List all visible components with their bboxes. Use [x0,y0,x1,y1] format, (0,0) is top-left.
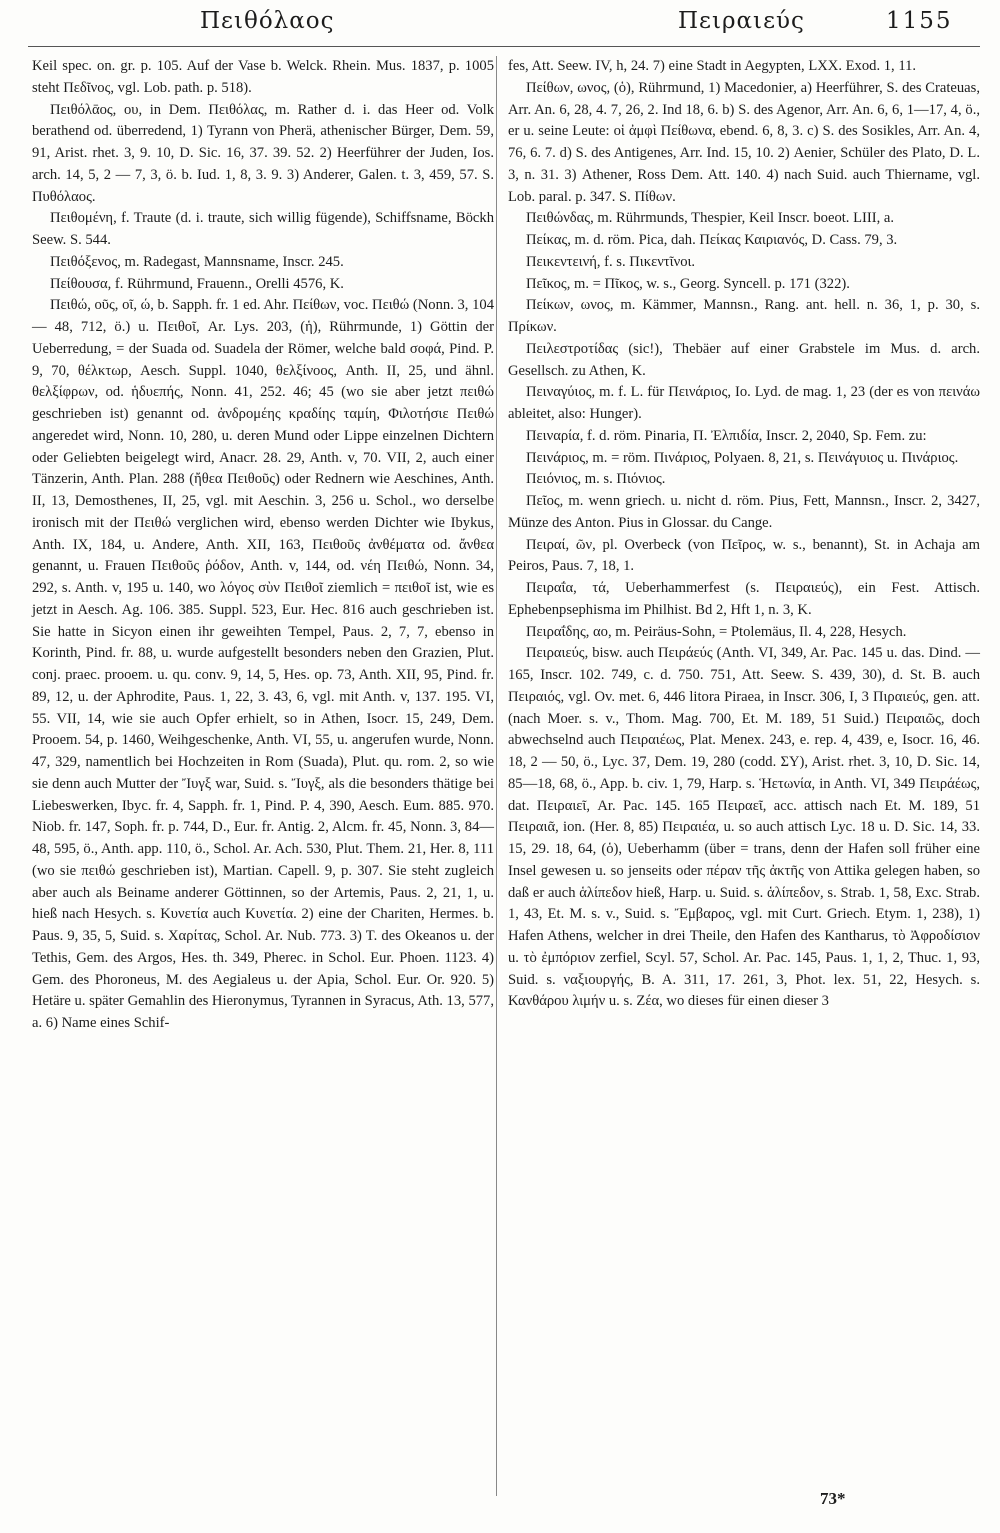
entry-paragraph: Πειραΐδης, αο, m. Peiräus-Sohn, = Ptolemäus, Il. 4, 228, Hesych. [526,623,907,640]
entry-paragraph: Πειναρία, f. d. röm. Pinaria, Π. Ἐλπιδία, Inscr. 2, 2040, Sp. Fem. zu: [526,427,927,444]
entry-paragraph: Πειναγύιος, m. f. L. für Πεινάριος, Io. Lyd. de mag. 1, 23 (der es von πεινάω ableitet, also: Hunger). [508,384,980,422]
entry-paragraph: Πειλεστροτίδας (sic!), Thebäer auf einer Grabstele im Mus. d. arch. Gesellsch. zu Athen, K. [508,340,980,379]
entry-paragraph: Πεινάριος, m. = röm. Πινάριος, Polyaen. 8, 21, s. Πεινάγυιος u. Πινάριος. [526,449,959,466]
right-column [508,56,980,1013]
entry-paragraph: Πειόνιος, m. s. Πιόνιος. [526,471,666,488]
signature-mark: 73* [820,1489,846,1508]
entry-paragraph: Πεῖος, m. wenn griech. u. nicht d. röm. Pius, Fett, Mannsn., Inscr. 2, 3427, Münze des Anton. Pius in Glossar. du Cange. [508,493,980,531]
entry-paragraph: Πείθουσα, f. Rührmund, Frauenn., Orelli 4576, K. [50,275,344,292]
entry-paragraph: Πείκων, ωνος, m. Kämmer, Mannsn., Rang. ant. hell. n. 36, 1, p. 30, s. Πρίκων. [508,297,980,335]
entry-paragraph: Πεῖκος, m. = Πῖκος, w. s., Georg. Syncell. p. 171 (322). [526,275,850,292]
entry-paragraph: Πειραί, ῶν, pl. Overbeck (von Πεῖρος, w. s., benannt), St. in Achaja am Peiros, Paus. 7, 18, 1. [508,536,980,575]
entry-paragraph: Πειραιεύς, bisw. auch Πειράεύς (Anth. VI, 349, Ar. Pac. 145 u. das. Dind. —165, Inscr. 102. 749, c. d. 750. 751, Att. Seew. S. 439, 30), d. St. B. auch Πειραιός, vgl. Ov. met. 6, 446 litora Piraea, in Inscr. 306, I, 3 Πιραιεύς, gen. att. (nach Moer. s. v., Thom. Mag. 700, Et. M. 189, 51 Suid.) Πειραιῶς, doch abwechselnd auch Πειραιέως, Plat. Menex. 243, e. rep. 4, 439, e, Isocr. 16, 46. 18, 2 — 50, ö., Lyc. 37, Dem. 19, 280 (codd. ΣΥ), Arist. rhet. 3, 10, D. Sic. 14, 85—18, 68, ö., App. b. civ. 1, 79, Harp. s. Ἡετωνία, in Anth. VI, 349 Πειράέως, dat. Πειραιεῖ, Ar. Pac. 145. 165 Πειραεῖ, acc. attisch nach Et. M. 189, 51 Πειραιᾶ, ion. (Her. 8, 85) Πειραιέα, u. so auch attisch Lyc. 18 u. D. Sic. 14, 33. 15, 29. 18, 64, (ὁ), Ueberhamm (über = trans, denn der Hafen soll früher eine Insel gewesen u. so jenseits oder πέραν τῆς ἀκτῆς von Attika gelegen haben, so daß er auch ἁλίπεδον hieß, Harp. u. Suid. s. ἁλίπεδον, s. Strab. 1, 58, Exc. Strab. 1, 43, Et. M. s. v., Suid. s. Ἔμβαρος, vgl. mit Curt. Griech. Etym. 1, 238), 1) Hafen Athens, welcher in drei Theile, den Hafen des Kantharus, τὸ Ἀφροδίσιον u. τὸ ἐμπόριον zerfiel, Scyl. 57, Schol. Ar. Pac. 145, Paus. 1, 1, 2, Thuc. 1, 93, Suid. s. ναξιουργής, B. A. 311, 17. 261, 3, Phot. lex. 51, 22, Hesych. s. Κανθάρου λιμήν u. s. Ζέα, wo dieses für einen dieser 3 [508,645,980,1010]
entry-paragraph: Πεικεντεινή, f. s. Πικεντῖνοι. [526,253,696,270]
page-number: 1155 [886,8,953,34]
entry-paragraph: Πείθων, ωνος, (ὁ), Rührmund, 1) Macedonier, a) Heerführer, S. des Crateuas, Arr. An. 6, 28, 4. 7, 26, 2. Ind 18, 6. b) S. des Agenor, Arr. An. 6, 6, 1—17, 4, ö., er u. seine Leute: οἱ ἀμφὶ Πείθωνα, ebend. 6, 8, 3. c) S. des Sosikles, Arr. An. 4, 76, 6. 7. d) S. des Antigenes, Arr. Ind. 15, 10. 2) Aenier, Schüler des Plato, D. L. 3, n. 31. 3) Athener, Ross Dem. Att. 140. 4) nach Suid. auch Thiername, vgl. Lob. paral. p. 347. S. Πίθων. [508,79,980,205]
entry-paragraph: fes, Att. Seew. IV, h, 24. 7) eine Stadt in Aegypten, LXX. Exod. 1, 11. [508,58,917,74]
entry-paragraph: Πειραΐα, τά, Ueberhammerfest (s. Πειραιεύς), ein Fest. Attisch. Ephebenpsephisma im Philhist. Bd 2, Hft 1, n. 3, K. [508,580,980,618]
column-divider [496,56,497,1496]
entry-paragraph: Πειθόλᾱος, ου, in Dem. Πειθόλας, m. Rather d. i. das Heer od. Volk berathend od. überredend, 1) Tyrann von Pherä, athenischer Bürger, Dem. 59, 91, Arist. rhet. 3, 9. 10, D. Sic. 16, 37. 39. 52. 2) Heerführer der Juden, Ios. arch. 14, 5, 2 — 7, 3, ö. b. Iud. 1, 8, 3. 9. 3) Anderer, Galen. t. 3, 459, 57. S. Πυθόλαος. [32,101,494,205]
entry-paragraph: Πείκας, m. d. röm. Pica, dah. Πείκας Καιριανός, D. Cass. 79, 3. [526,232,898,248]
entry-paragraph: Πειθώ, οῦς, οῖ, ώ, b. Sapph. fr. 1 ed. Ahr. Πείθων, voc. Πειθώ (Nonn. 3, 104 — 48, 712, ö.) u. Πειθοῖ, Ar. Lys. 203, (ἡ), Rührmunde, 1) Göttin der Ueberredung, = der Suada od. Suadela der Römer, welche bald σοφά, Pind. P. 9, 70, θέλκτωρ, Aesch. Suppl. 1040, θελξίνοος, Anth. II, 25, und ähnl. θελξίφρων, od. ἡδυεπής, Nonn. 41, 252. 46; 45 (wo sie aber jetzt πειθώ geschrieben ist) genannt od. ἀνδρομέης κραδίης ταμίη, Φιλοτήσιε Πειθώ angeredet wird, Nonn. 10, 280, u. deren Mund oder Lippe einzelnen Dichtern oder Geliebten beigelegt wird, Anacr. 28. 29, Anth. v, 70. VII, 2, auch einer Tänzerin, Anth. Plan. 288 (ἤθεα Πειθοῦς) oder Rednern wie Aeschines, Anth. II, 13, Demosthenes, II, 25, vgl. mit Aeschin. 3, 256 u. Schol., wo derselbe ironisch mit der Πειθώ verglichen wird, ebenso werden Dichter wie Ibykus, Anth. IX, 184, u. Andere, Anth. XII, 163, Πειθοῦς ἀνθέματα od. ἄνθεα genannt, u. Frauen Πειθοῦς ῥόδον, Anth. v, 144, od. νέη Πειθώ, Nonn. 34, 292, s. Anth. v, 195 u. 140, wo λόγος σὺν Πειθοῖ ziemlich = πειθοῖ ist, wie es jetzt in Aesch. Ag. 106. 385. Suppl. 523, Eur. Hec. 816 auch geschrieben ist. Sie hatte in Sicyon einen ihr geweihten Tempel, Paus. 2, 7, 7, ebenso in Korinth, Pind. fr. 88, u. wurde aufgestellt besonders neben den Grazien, Plut. conj. praec. prooem. u. qu. conv. 9, 14, 5, Hes. op. 73, Anth. XII, 95, Pind. fr. 89, 12, u. der Aphrodite, Paus. 1, 22, 3. 43, 6, vgl. mit Anth. v, 137. 195. VI, 55. VII, 14, wie sie auch Opfer erhielt, so in Athen, Isocr. 15, 249, Dem. Prooem. 54, p. 1460, Weihgeschenke, Anth. VI, 55, u. angerufen wurde, Nonn. 47, 329, namentlich bei Hochzeiten in Rom (Suada), Plut. qu. rom. 2, so wie sie denn auch Mutter der Ἴυγξ war, Suid. s. Ἴυγξ, als die besonders thätige bei Liebeswerken, Ibyc. fr. 4, Sapph. fr. 1, Pind. P. 4, 390, Aesch. Eum. 885. 970. Niob. fr. 147, Soph. fr. p. 744, D., Eur. fr. Antig. 2, Alcm. fr. 45, Nonn. 3, 84—48, 595, ö., Anth. app. 110, ö., Schol. Ar. Ach. 530, Plut. Them. 21, Her. 8, 111 (wo sie πειθώ geschrieben ist), Martian. Capell. 9, p. 307. Sie steht zugleich aber auch als Beiname anderer Göttinnen, so der Artemis, Paus. 2, 21, 1, u. hieß nach Hesych. s. Κυνετία auch Κυνετία. 2) eine der Chariten, Hermes. b. Paus. 9, 35, 5, Suid. s. Χαρίτας, Schol. Ar. Nub. 773. 3) T. des Okeanos u. der Tethis, Gem. des Argos, Hes. th. 349, Pherec. in Schol. Eur. Phoen. 1123. 4) Gem. des Phoroneus, M. des Aegialeus u. der Apia, Schol. Eur. Or. 920. 5) Hetäre u. später Gemahlin des Hieronymus, Tyrannen in Syracus, Ath. 13, 577, a. 6) Name eines Schif- [32,297,494,1031]
entry-paragraph: Πειθόξενος, m. Radegast, Mannsname, Inscr. 245. [50,253,344,270]
entry-paragraph: Keil spec. on. gr. p. 105. Auf der Vase b. Welck. Rhein. Mus. 1837, p. 1005 steht Πεδῖνος, vgl. Lob. path. p. 518). [32,58,494,96]
header-left-word: Πειθόλαος [200,8,335,34]
header-rule [28,46,980,47]
left-column [32,56,494,1035]
header-right-word: Πειραιεύς [678,8,805,34]
entry-paragraph: Πειθώνδας, m. Rührmunds, Thespier, Keil Inscr. boeot. LIII, a. [526,210,895,227]
entry-paragraph: Πειθομένη, f. Traute (d. i. traute, sich willig fügende), Schiffsname, Böckh Seew. S. 544. [32,210,494,248]
